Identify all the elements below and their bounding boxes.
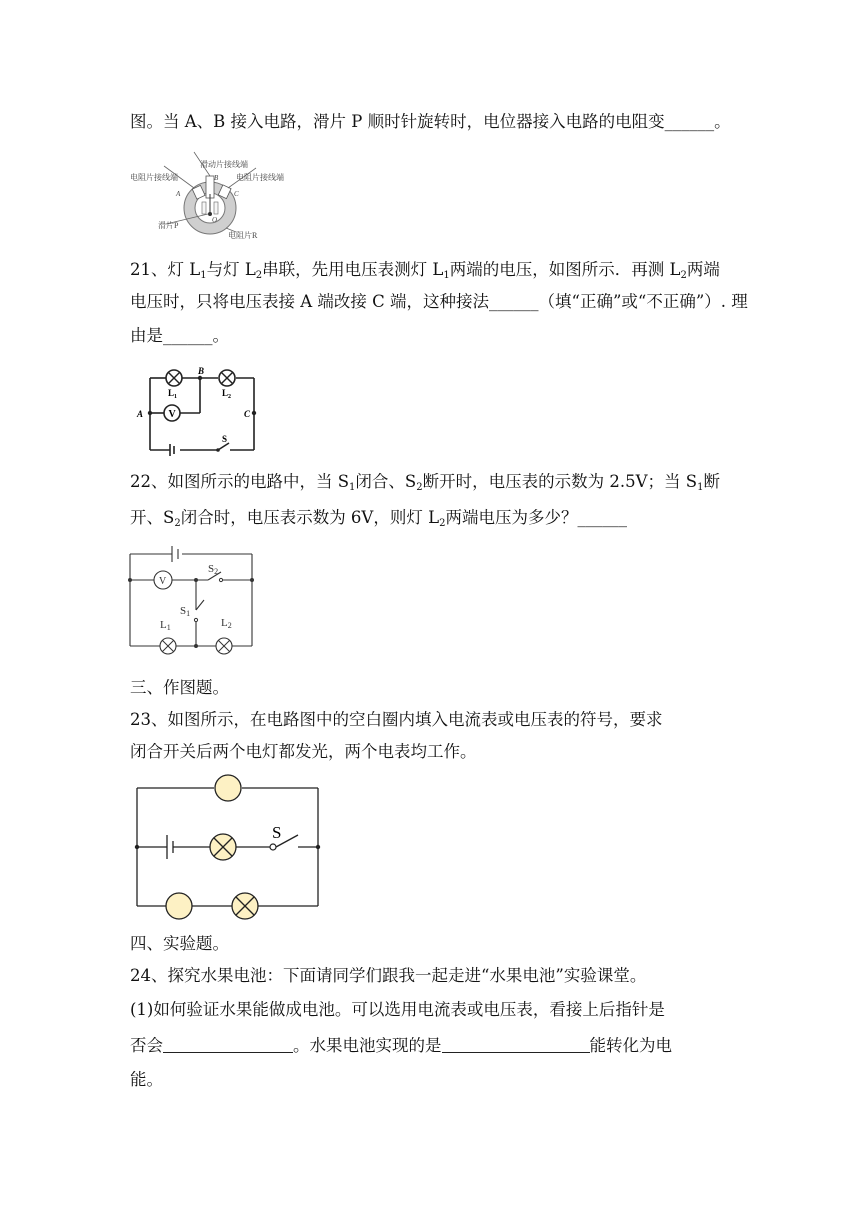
resistor-label: 电阻片R bbox=[228, 231, 258, 240]
l1-label: $L_1$ bbox=[168, 388, 178, 400]
q22-text-a: 22、如图所示的电路中，当 S bbox=[130, 472, 350, 491]
subscript: 2 bbox=[680, 270, 687, 281]
terminal-b-label: B bbox=[214, 174, 219, 182]
q22-text-f: 闭合时，电压表示数为 6V，则灯 L bbox=[180, 508, 440, 527]
lamp-l2-icon bbox=[216, 638, 232, 654]
section-4-heading: 四、实验题。 bbox=[130, 934, 229, 953]
section-3-heading: 三、作图题。 bbox=[130, 678, 229, 697]
subscript: 2 bbox=[174, 518, 181, 529]
q21-text-d: 两端的电压，如图所示．再测 L bbox=[449, 260, 681, 279]
subscript: 1 bbox=[200, 270, 207, 281]
l2-label: L2 bbox=[221, 617, 232, 630]
voltmeter-label: V bbox=[159, 576, 167, 587]
q21-text-b: 与灯 L bbox=[206, 260, 256, 279]
q22-line-1 bbox=[130, 470, 740, 500]
node-a-label: A bbox=[137, 409, 144, 419]
subscript: 1 bbox=[697, 482, 704, 493]
q21-line-1 bbox=[130, 258, 740, 288]
resistor-terminal-left-label: 电阻片接线端 bbox=[130, 173, 178, 182]
slider-label: 滑片P bbox=[158, 221, 179, 230]
q24-line-2: (1)如何验证水果能做成电池。可以选用电流表或电压表，看接上后指针是 bbox=[130, 1000, 665, 1019]
subscript: 1 bbox=[443, 270, 450, 281]
q22-text-e: 开、S bbox=[130, 508, 175, 527]
q24-text-c: 能转化为电 bbox=[589, 1036, 672, 1055]
l1-label: L1 bbox=[160, 619, 171, 632]
subscript: 1 bbox=[349, 482, 356, 493]
q21-text-e: 两端 bbox=[686, 260, 720, 279]
q21-line-2: 电压时，只将电压表接 A 端改接 C 端，这种接法______（填“正确”或“不正确”）. 理 bbox=[130, 292, 748, 311]
q24-text-b: 。水果电池实现的是 bbox=[293, 1036, 442, 1055]
switch-s-label: S bbox=[222, 434, 228, 444]
answer-blank[interactable] bbox=[163, 1036, 293, 1053]
voltmeter-icon bbox=[164, 405, 180, 421]
lamp-l1-icon bbox=[160, 638, 176, 654]
q20-line-1: 图。当 A、B 接入电路，滑片 P 顺时针旋转时，电位器接入电路的电阻变______。 bbox=[130, 112, 731, 131]
terminal-a-label: A bbox=[176, 190, 181, 198]
q24-text-a: 否会 bbox=[130, 1036, 163, 1055]
q21-text-c: 串联，先用电压表测灯 L bbox=[262, 260, 444, 279]
slider-terminal-label: 滑动片接线端 bbox=[200, 160, 248, 169]
voltmeter-label: V bbox=[168, 409, 176, 420]
terminal-c-label: C bbox=[234, 190, 239, 198]
lamp-l2-icon bbox=[219, 370, 235, 386]
lamp-bottom-icon bbox=[232, 893, 258, 919]
q22-text-d: 断 bbox=[703, 472, 720, 491]
q23-line-2: 闭合开关后两个电灯都发光，两个电表均工作。 bbox=[130, 742, 477, 761]
q21-line-3: 由是______。 bbox=[130, 326, 229, 345]
q24-line-1: 24、探究水果电池：下面请同学们跟我一起走进“水果电池”实验课堂。 bbox=[130, 966, 647, 985]
node-c-label: C bbox=[244, 409, 251, 419]
switch-circuit-figure bbox=[128, 540, 256, 660]
s1-label: S1 bbox=[180, 605, 191, 618]
blank-meter-circle-top bbox=[215, 775, 241, 801]
q21-text-a: 21、灯 L bbox=[130, 260, 201, 279]
q22-text-c: 断开时，电压表的示数为 2.5V；当 S bbox=[422, 472, 698, 491]
q22-text-b: 闭合、S bbox=[355, 472, 417, 491]
q23-line-1: 23、如图所示，在电路图中的空白圈内填入电流表或电压表的符号，要求 bbox=[130, 710, 663, 729]
center-o-label: O bbox=[212, 216, 218, 224]
meter-circuit-figure bbox=[134, 772, 324, 912]
subscript: 2 bbox=[255, 270, 263, 281]
q24-line-4: 能。 bbox=[130, 1070, 163, 1089]
l2-label: $L_2$ bbox=[222, 388, 232, 400]
node-b-label: B bbox=[198, 366, 205, 376]
q22-text-g: 两端电压为多少？______ bbox=[445, 508, 627, 527]
subscript: 2 bbox=[439, 518, 446, 529]
q24-line-3 bbox=[130, 1034, 740, 1058]
q22-line-2 bbox=[130, 506, 740, 536]
resistor-terminal-right-label: 电阻片接线端 bbox=[236, 173, 284, 182]
potentiometer-figure bbox=[128, 150, 298, 242]
s2-label: S2 bbox=[208, 563, 219, 576]
blank-meter-circle-bottom bbox=[166, 893, 192, 919]
lamp-middle-icon bbox=[210, 834, 236, 860]
series-circuit-figure bbox=[134, 364, 264, 456]
switch-s-label: S bbox=[272, 823, 282, 842]
answer-blank[interactable] bbox=[442, 1036, 590, 1053]
lamp-l1-icon bbox=[166, 370, 182, 386]
subscript: 2 bbox=[416, 482, 423, 493]
voltmeter-icon bbox=[154, 571, 172, 589]
